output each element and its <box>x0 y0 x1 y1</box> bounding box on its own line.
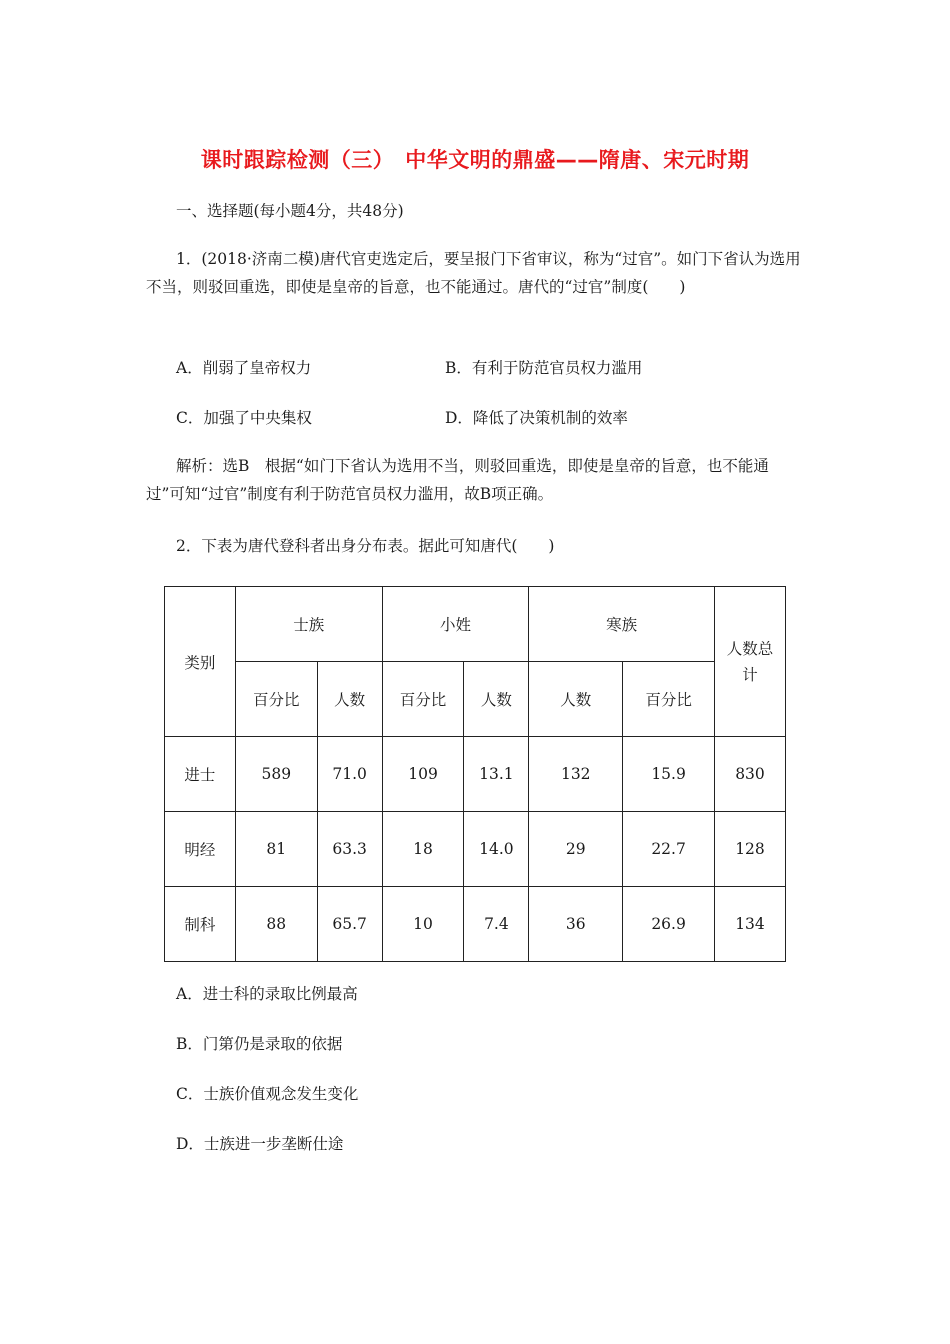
group-header-xiaoxing: 小姓 <box>382 587 529 662</box>
table-cell: 132 <box>529 737 623 812</box>
question-2-stem: 2．下表为唐代登科者出身分布表。据此可知唐代( ) <box>176 537 555 555</box>
table-cell: 128 <box>714 812 785 887</box>
table-cell: 15.9 <box>623 737 715 812</box>
table-cell: 830 <box>714 737 785 812</box>
sub-header: 百分比 <box>623 662 715 737</box>
table-cell: 134 <box>714 887 785 962</box>
sub-header: 人数 <box>529 662 623 737</box>
table-cell: 109 <box>382 737 464 812</box>
q1-option-d[interactable]: D．降低了决策机制的效率 <box>445 409 628 427</box>
table-cell: 81 <box>235 812 317 887</box>
table-cell: 13.1 <box>464 737 529 812</box>
row-label: 明经 <box>165 812 236 887</box>
sub-header: 百分比 <box>235 662 317 737</box>
table-cell: 71.0 <box>317 737 382 812</box>
group-header-hanzu: 寒族 <box>529 587 715 662</box>
distribution-table <box>164 586 786 962</box>
q2-option-a[interactable]: A．进士科的录取比例最高 <box>176 985 358 1003</box>
page-title: 课时跟踪检测（三） 中华文明的鼎盛——隋唐、宋元时期 <box>200 148 750 172</box>
table-cell: 7.4 <box>464 887 529 962</box>
sub-header: 百分比 <box>382 662 464 737</box>
total-header-label: 人数总计 <box>726 639 774 684</box>
sub-header: 人数 <box>317 662 382 737</box>
table-cell: 14.0 <box>464 812 529 887</box>
row-label: 进士 <box>165 737 236 812</box>
table-cell: 10 <box>382 887 464 962</box>
q1-option-a[interactable]: A．削弱了皇帝权力 <box>176 359 312 377</box>
q1-option-c[interactable]: C．加强了中央集权 <box>176 409 312 427</box>
row-label: 制科 <box>165 887 236 962</box>
table-corner-header: 类别 <box>165 587 236 737</box>
group-header-shizu: 士族 <box>235 587 382 662</box>
table-cell: 63.3 <box>317 812 382 887</box>
table-cell: 29 <box>529 812 623 887</box>
q2-option-d[interactable]: D．士族进一步垄断仕途 <box>176 1135 344 1153</box>
table-cell: 18 <box>382 812 464 887</box>
q1-analysis: 解析：选B 根据“如门下省认为选用不当，则驳回重选，即使是皇帝的旨意，也不能通过”可知“过官”制度有利于防范官员权力滥用，故B项正确。 <box>146 457 769 503</box>
table-cell: 26.9 <box>623 887 715 962</box>
table-cell: 589 <box>235 737 317 812</box>
table-cell: 22.7 <box>623 812 715 887</box>
table-row <box>165 887 786 962</box>
q2-option-b[interactable]: B．门第仍是录取的依据 <box>176 1035 343 1053</box>
total-header <box>714 587 785 737</box>
table-cell: 65.7 <box>317 887 382 962</box>
question-1-stem: 1．(2018·济南二模)唐代官吏选定后，要呈报门下省审议，称为“过官”。如门下省认为选用不当，则驳回重选，即使是皇帝的旨意，也不能通过。唐代的“过官”制度( ) <box>146 250 801 296</box>
table-row <box>165 737 786 812</box>
q2-option-c[interactable]: C．士族价值观念发生变化 <box>176 1085 359 1103</box>
q1-option-b[interactable]: B．有利于防范官员权力滥用 <box>445 359 643 377</box>
table-row <box>165 812 786 887</box>
table-cell: 36 <box>529 887 623 962</box>
table-cell: 88 <box>235 887 317 962</box>
sub-header: 人数 <box>464 662 529 737</box>
section-heading: 一、选择题(每小题4分，共48分) <box>176 202 404 220</box>
